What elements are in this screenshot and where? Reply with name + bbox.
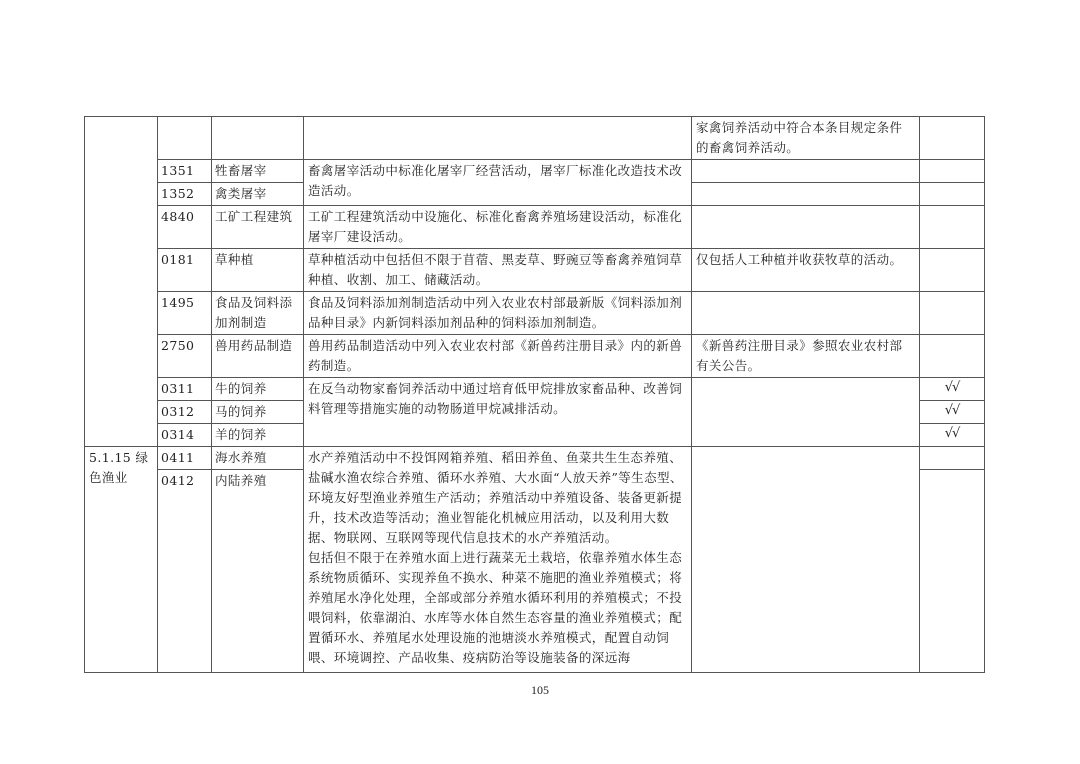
code-cell: 1352 [158,183,212,206]
code-cell: 1495 [158,292,212,335]
industry-name-cell: 马的饲养 [212,401,304,424]
code-cell: 0314 [158,424,212,447]
industry-name-cell: 牲畜屠宰 [212,160,304,183]
table-row [85,447,985,470]
industry-name-cell: 兽用药品制造 [212,335,304,378]
code-cell: 1351 [158,160,212,183]
activity-paragraph: 包括但不限于在养殖水面上进行蔬菜无土栽培，依靠养殖水体生态系统物质循环、实现养鱼不换水、种菜不施肥的渔业养殖模式；将养殖尾水净化处理，全部或部分养殖水循环利用的养殖模式；不投喂饲料，依靠湖泊、水库等水体自然生态容量的渔业养殖模式；配置循环水、养殖尾水处理设施的池塘淡水养殖模式，配置自动饲喂、环境调控、产品收集、疫病防治等设施装备的深远海 [308,550,683,665]
activity-description-cell: 在反刍动物家畜饲养活动中通过培育低甲烷排放家畜品种、改善饲料管理等措施实施的动物肠道甲烷减排活动。 [304,378,692,447]
category-cell-empty [85,117,158,447]
check-mark: √√ [920,378,985,401]
code-cell [158,117,212,160]
eligibility-note-cell [692,292,920,335]
industry-name-cell: 羊的饲养 [212,424,304,447]
table-row [85,335,985,378]
table-row [85,206,985,249]
industry-name-cell: 食品及饲料添加剂制造 [212,292,304,335]
table-row [85,378,985,401]
mark-cell [920,183,985,206]
activity-paragraph: 水产养殖活动中不投饵网箱养殖、稻田养鱼、鱼菜共生生态养殖、盐碱水渔农综合养殖、循环水养殖、大水面“人放天养”等生态型、环境友好型渔业养殖生产活动；养殖活动中养殖设备、装备更新提升，技术改造等活动；渔业智能化机械应用活动，以及利用大数据、物联网、互联网等现代信息技术的水产养殖活动。 [308,450,683,545]
eligibility-note-cell [692,183,920,206]
mark-cell [920,117,985,160]
code-cell: 0312 [158,401,212,424]
check-mark: √√ [920,401,985,424]
eligibility-note-cell: 仅包括人工种植并收获牧草的活动。 [692,249,920,292]
activity-description-cell: 草种植活动中包括但不限于苜蓿、黑麦草、野豌豆等畜禽养殖饲草种植、收割、加工、储藏活动。 [304,249,692,292]
classification-table [84,116,985,673]
code-cell: 0411 [158,447,212,470]
code-cell: 0311 [158,378,212,401]
industry-name-cell: 工矿工程建筑 [212,206,304,249]
mark-cell [920,206,985,249]
table-row [85,292,985,335]
industry-name-cell: 海水养殖 [212,447,304,470]
activity-description-cell: 食品及饲料添加剂制造活动中列入农业农村部最新版《饲料添加剂品种目录》内新饲料添加剂品种的饲料添加剂制造。 [304,292,692,335]
table-row [85,160,985,183]
eligibility-note-cell: 《新兽药注册目录》参照农业农村部有关公告。 [692,335,920,378]
page-number: 105 [531,683,549,697]
eligibility-note-cell [692,447,920,673]
eligibility-note-cell [692,160,920,183]
activity-description-cell: 工矿工程建筑活动中设施化、标准化畜禽养殖场建设活动，标准化屠宰厂建设活动。 [304,206,692,249]
industry-name-cell [212,117,304,160]
activity-description-cell [304,117,692,160]
eligibility-note-cell: 家禽饲养活动中符合本条目规定条件的畜禽饲养活动。 [692,117,920,160]
mark-cell [920,447,985,470]
category-cell: 5.1.15 绿色渔业 [85,447,158,673]
table-row [85,117,985,160]
activity-description-cell [304,447,692,673]
mark-cell [920,249,985,292]
code-cell: 0181 [158,249,212,292]
activity-description-cell: 兽用药品制造活动中列入农业农村部《新兽药注册目录》内的新兽药制造。 [304,335,692,378]
industry-name-cell: 牛的饲养 [212,378,304,401]
code-cell: 2750 [158,335,212,378]
activity-description-cell: 畜禽屠宰活动中标准化屠宰厂经营活动，屠宰厂标准化改造技术改造活动。 [304,160,692,206]
table-row [85,249,985,292]
mark-cell [920,292,985,335]
industry-name-cell: 禽类屠宰 [212,183,304,206]
code-cell: 4840 [158,206,212,249]
industry-name-cell: 内陆养殖 [212,470,304,673]
mark-cell [920,470,985,673]
eligibility-note-cell [692,378,920,447]
code-cell: 0412 [158,470,212,673]
eligibility-note-cell [692,206,920,249]
industry-name-cell: 草种植 [212,249,304,292]
mark-cell [920,160,985,183]
check-mark: √√ [920,424,985,447]
mark-cell [920,335,985,378]
